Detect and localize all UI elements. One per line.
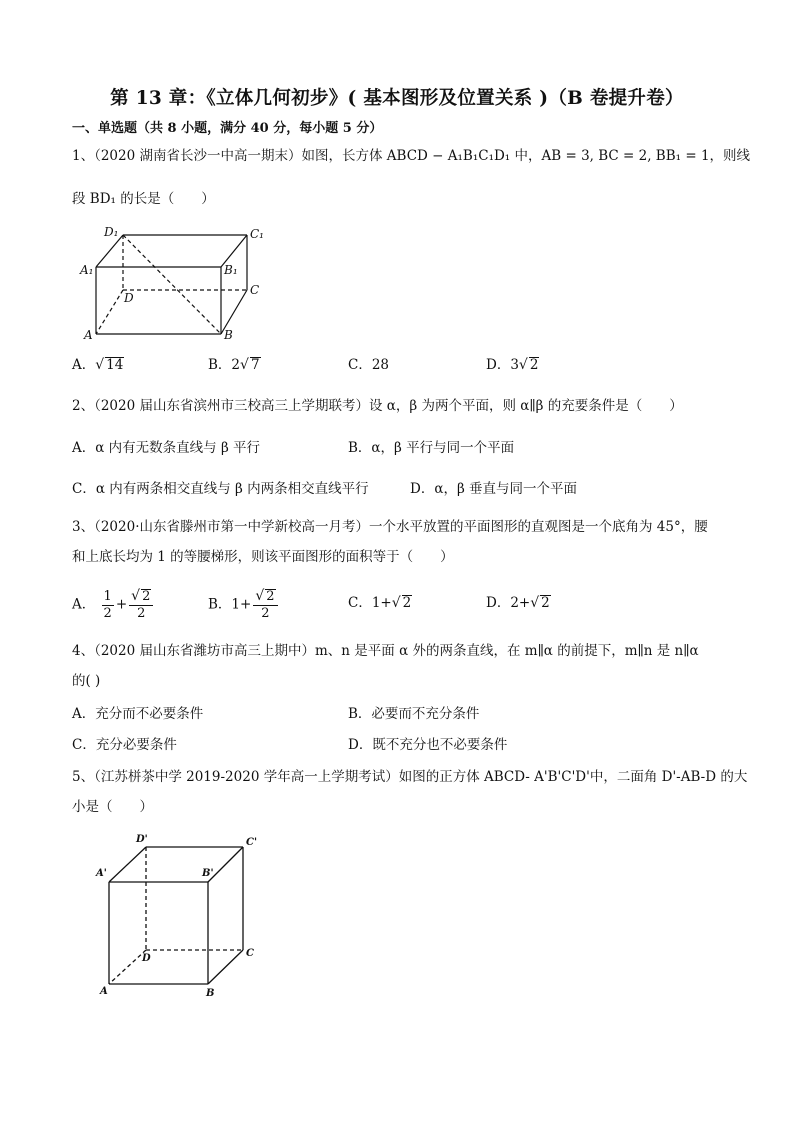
q1-cuboid-figure (76, 224, 272, 344)
q3-option-b-letter: B． (208, 596, 232, 613)
q3-option-d-letter: D． (486, 595, 511, 611)
label-d-prime: D' (136, 834, 148, 845)
q4-stem-line1: 4、（2020 届山东省潍坊市高三上期中）m、n 是平面 α 外的两条直线，在 m∥α 的前提下，m∥n 是 n∥α (72, 643, 699, 659)
label-d: D (124, 291, 134, 305)
q5-stem-line1: 5、（江苏栟茶中学 2019-2020 学年高一上学期考试）如图的正方体 ABCD- A'B'C'D'中，二面角 D'-AB-D 的大 (72, 769, 748, 785)
label-b: B (224, 328, 233, 342)
q3-stem-line1: 3、（2020·山东省滕州市第一中学新校高一月考）一个水平放置的平面图形的直观图是一个底角为 45°，腰 (72, 519, 708, 535)
q1-option-b-letter: B． (208, 357, 232, 373)
label-c: C (250, 283, 260, 297)
label-a: A (84, 328, 93, 342)
q3-option-a-frac2: $\frac{√ 2}{2}$ (129, 588, 153, 622)
q1-option-a[interactable]: A．√ 14 (72, 357, 124, 373)
q4-option-c[interactable]: C．充分必要条件 (72, 737, 177, 753)
page-title: 第 13 章：《立体几何初步》( 基本图形及位置关系 )（B 卷提升卷） (110, 88, 684, 109)
q3-option-c-letter: C． (348, 595, 372, 611)
q3-option-d[interactable]: D．2+√ 2 (486, 595, 550, 611)
q1-option-b-value: 7 (250, 357, 260, 373)
q1-option-b-coef: 2 (231, 357, 241, 373)
label-d: D (142, 953, 151, 964)
edge-bc (208, 950, 243, 984)
q2-option-c[interactable]: C．α 内有两条相交直线与 β 内两条相交直线平行 (72, 481, 369, 497)
q3-option-a[interactable]: A． $\frac{1}{2}$ + $\frac{√ 2}{2}$ (72, 588, 155, 622)
q1-option-a-value: 14 (106, 357, 124, 373)
q4-option-a[interactable]: A．充分而不必要条件 (72, 706, 204, 722)
q2-option-d[interactable]: D．α，β 垂直与同一个平面 (410, 481, 578, 497)
label-b-prime: B' (202, 868, 214, 879)
q2-stem: 2、（2020 届山东省滨州市三校高三上学期联考）设 α，β 为两个平面，则 α∥β 的充要条件是（ ） (72, 398, 683, 414)
label-c1: C₁ (250, 227, 264, 241)
q4-option-d[interactable]: D．既不充分也不必要条件 (348, 737, 508, 753)
label-c: C (246, 948, 254, 959)
q1-stem-line2: 段 BD₁ 的长是（ ） (72, 191, 215, 207)
edge-d1a1 (109, 847, 146, 882)
q5-cube-figure (94, 830, 270, 1000)
label-b1: B₁ (224, 263, 238, 277)
label-c-prime: C' (246, 837, 258, 848)
q1-option-d-letter: D． (486, 357, 511, 373)
label-a1: A₁ (80, 263, 94, 277)
diagonal-bd1-hidden (123, 235, 221, 334)
q3-option-a-frac1: $\frac{1}{2}$ (103, 588, 112, 621)
q3-option-b[interactable]: B．1+ $\frac{√ 2}{2}$ (208, 588, 280, 622)
q1-option-b[interactable]: B．2√ 7 (208, 357, 260, 373)
label-d1: D₁ (104, 225, 119, 239)
q3-stem-line2: 和上底长均为 1 的等腰梯形，则该平面图形的面积等于（ ） (72, 549, 454, 565)
q2-option-b[interactable]: B．α，β 平行与同一个平面 (348, 440, 515, 456)
q1-option-c[interactable]: C．28 (348, 357, 390, 373)
q1-stem-line1: 1、（2020 湖南省长沙一中高一期末）如图，长方体 ABCD − A₁B₁C₁D₁ 中，AB = 3, BC = 2, BB₁ = 1，则线 (72, 148, 751, 164)
q1-option-d[interactable]: D．3√ 2 (486, 357, 539, 373)
section-heading: 一、单选题（共 8 小题，满分 40 分，每小题 5 分） (72, 121, 383, 136)
edge-da-hidden (96, 290, 123, 334)
q3-option-b-frac: $\frac{√ 2}{2}$ (253, 588, 277, 622)
q2-option-a[interactable]: A．α 内有无数条直线与 β 平行 (72, 440, 261, 456)
edge-da-hidden (109, 950, 146, 984)
q4-stem-line2: 的( ) (72, 673, 101, 689)
label-b: B (206, 988, 215, 999)
edge-d1a1 (96, 235, 123, 267)
label-a-prime: A' (96, 868, 107, 879)
q3-option-c[interactable]: C．1+√ 2 (348, 595, 412, 611)
q1-option-d-coef: 3 (510, 357, 519, 373)
q1-option-d-value: 2 (529, 357, 539, 373)
label-a: A (100, 986, 108, 997)
q3-option-a-letter: A． (72, 596, 96, 613)
q4-option-b[interactable]: B．必要而不充分条件 (348, 706, 480, 722)
q1-option-a-letter: A． (72, 357, 96, 373)
q5-stem-line2: 小是（ ） (72, 799, 153, 815)
